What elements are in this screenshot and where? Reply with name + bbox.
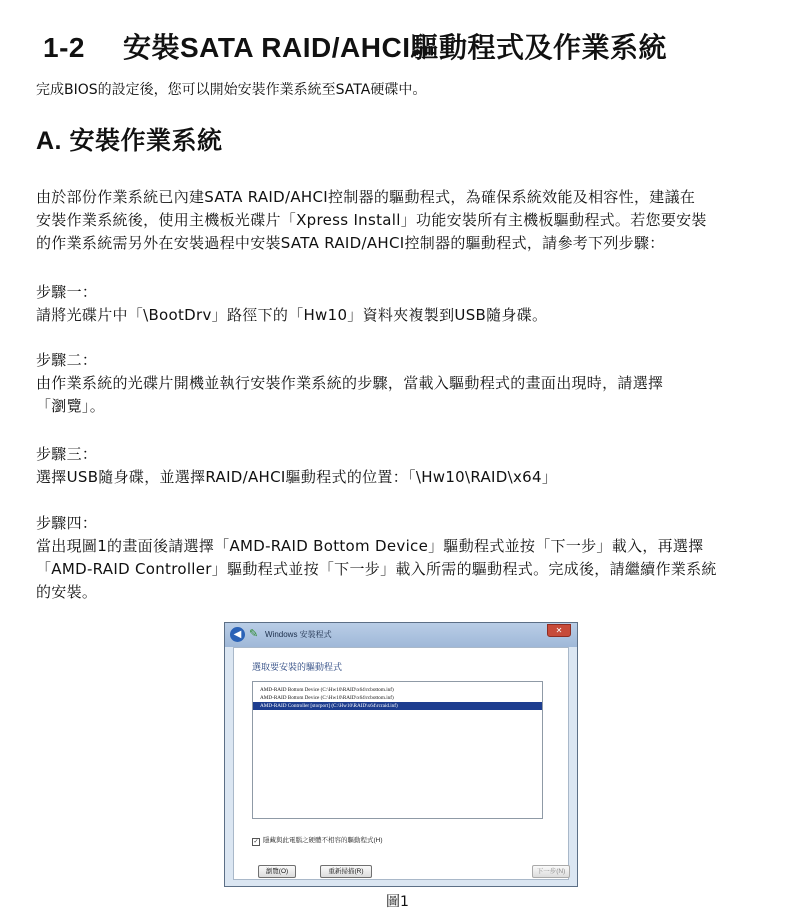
step-heading: 步驟四： (36, 514, 98, 532)
driver-list-item[interactable]: AMD-RAID Bottom Device (C:\Hw10\RAID\x64\rcbottom.inf) (260, 695, 394, 701)
checkbox-check-icon[interactable]: ✓ (253, 839, 259, 845)
next-button[interactable]: 下一步(N) (532, 865, 570, 878)
installer-window-screenshot (224, 622, 578, 887)
step-heading: 步驟三： (36, 445, 98, 463)
step-line: 「AMD-RAID Controller」驅動程式並按「下一步」載入所需的驅動程式。完成後，請繼續作業系統 (36, 560, 717, 578)
driver-list-item-selected[interactable]: AMD-RAID Controller [storport] (C:\Hw10\RAID\x64\rcraid.inf) (253, 702, 542, 710)
step-line: 請將光碟片中「\BootDrv」路徑下的「Hw10」資料夾複製到USB隨身碟。 (36, 306, 548, 324)
paragraph-line: 安裝作業系統後，使用主機板光碟片「Xpress Install」功能安裝所有主機板驅動程式。若您要安裝 (36, 211, 707, 229)
window-title: Windows 安裝程式 (265, 630, 332, 639)
step-line: 的安裝。 (36, 583, 98, 601)
step-line: 「瀏覽」。 (36, 397, 106, 415)
step-1 (36, 281, 768, 327)
paragraph-line: 由於部份作業系統已內建SATA RAID/AHCI控制器的驅動程式，為確保系統效能及相容性，建議在 (36, 188, 696, 206)
hide-incompatible-checkbox[interactable] (252, 835, 383, 846)
section-number: 1-2 (43, 32, 85, 63)
step-3 (36, 443, 768, 489)
window-titlebar (225, 623, 577, 647)
step-line: 當出現圖1的畫面後請選擇「AMD-RAID Bottom Device」驅動程式並按「下一步」載入，再選擇 (36, 537, 704, 555)
section-title (43, 26, 667, 66)
driver-list-item[interactable]: AMD-RAID Bottom Device (C:\Hw10\RAID\x64\rcbottom.inf) (260, 687, 394, 693)
dialog-body (233, 647, 569, 880)
driver-list[interactable] (252, 681, 543, 819)
back-arrow-icon[interactable]: ◀ (230, 627, 245, 642)
step-2 (36, 349, 768, 418)
step-line: 選擇USB隨身碟，並選擇RAID/AHCI驅動程式的位置：「\Hw10\RAID\x64」 (36, 468, 558, 486)
rescan-button[interactable]: 重新掃描(R) (320, 865, 372, 878)
step-4 (36, 512, 768, 604)
close-icon[interactable]: ✕ (547, 624, 571, 637)
dialog-heading: 選取要安裝的驅動程式 (252, 662, 343, 672)
checkbox-label: 隱藏與此電腦之硬體不相容的驅動程式(H) (263, 837, 383, 844)
main-paragraph (36, 186, 768, 255)
browse-button[interactable]: 瀏覽(O) (258, 865, 296, 878)
intro-text: 完成BIOS的設定後，您可以開始安裝作業系統至SATA硬碟中。 (36, 82, 427, 98)
section-title-text: 安裝SATA RAID/AHCI驅動程式及作業系統 (123, 32, 667, 63)
subsection-title: A. 安裝作業系統 (36, 127, 223, 155)
setup-app-icon: ✎ (249, 628, 259, 640)
step-heading: 步驟一： (36, 283, 98, 301)
step-heading: 步驟二： (36, 351, 98, 369)
paragraph-line: 的作業系統需另外在安裝過程中安裝SATA RAID/AHCI控制器的驅動程式，請參考下列步驟： (36, 234, 665, 252)
step-line: 由作業系統的光碟片開機並執行安裝作業系統的步驟，當載入驅動程式的畫面出現時，請選擇 (36, 374, 664, 392)
figure-caption: 圖1 (386, 894, 409, 910)
